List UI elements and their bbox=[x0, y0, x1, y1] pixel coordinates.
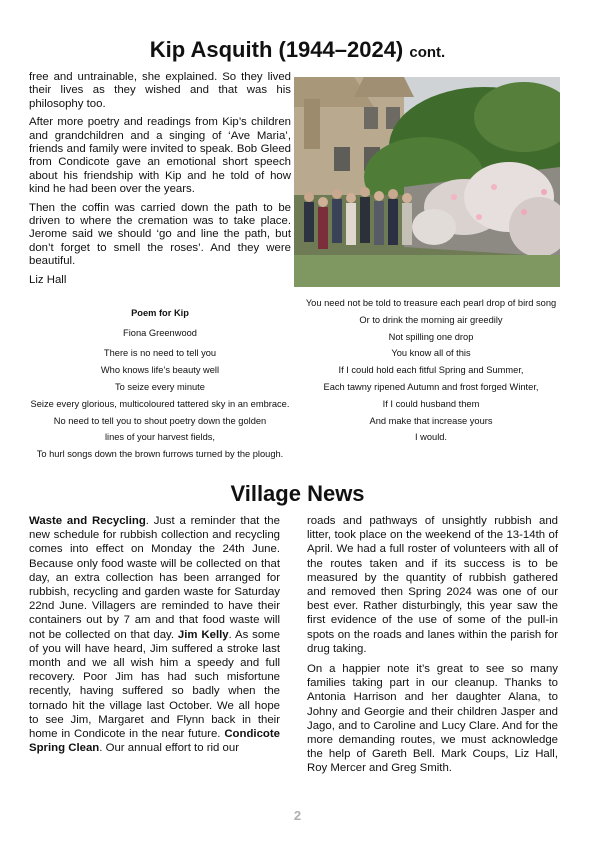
section-title: Village News bbox=[230, 481, 365, 506]
news-left-column bbox=[29, 514, 280, 761]
poem-line: Seize every glorious, multicoloured tattered sky in an embrace. bbox=[30, 398, 290, 409]
article-author: Liz Hall bbox=[29, 273, 67, 286]
poem-line: Not spilling one drop bbox=[388, 331, 474, 342]
article-paragraph: Then the coffin was carried down the path to be driven to where the cremation was to take place. Jerome said we should ‘go and line the path, but don’t forget to smell the roses’. And they were beautiful. bbox=[29, 201, 291, 268]
poem-right-column bbox=[300, 297, 562, 448]
news-text: . As some of you will have heard, Jim suffered a stroke last month and we all wish him a speedy and full recovery. Poor Jim has had such misfortune recently, having suffered so badly when the tornado hit the village last October. We all hope to see Jim, Margaret and Flynn back in their home in Condicote in the near future. bbox=[29, 628, 280, 741]
page-title-suffix: cont. bbox=[409, 44, 446, 61]
poem-line: To seize every minute bbox=[115, 382, 205, 392]
poem-line: lines of your harvest fields, bbox=[104, 432, 216, 443]
poem-line: You know all of this bbox=[391, 348, 471, 359]
poem-line: If I could hold each fitful Spring and Summer, bbox=[338, 365, 524, 376]
poem-line: If I could husband them bbox=[382, 398, 480, 409]
news-paragraph bbox=[29, 514, 280, 755]
poem-author: Fiona Greenwood bbox=[123, 328, 197, 339]
poem-line: You need not be told to treasure each pearl drop of bird song bbox=[305, 298, 557, 308]
poem-line: No need to tell you to shout poetry down the golden bbox=[53, 415, 267, 426]
poem-line: To hurl songs down the brown furrows turned by the plough. bbox=[36, 449, 284, 460]
poem-line: Who knows life’s beauty well bbox=[100, 365, 220, 376]
page-title-text: Kip Asquith (1944–2024) bbox=[149, 37, 404, 62]
poem-line: Each tawny ripened Autumn and frost forged Winter, bbox=[323, 381, 539, 392]
poem-title: Poem for Kip bbox=[131, 308, 189, 318]
article-column bbox=[29, 71, 291, 292]
news-paragraph: roads and pathways of unsightly rubbish and litter, took place on the weekend of the 13-14th of April. We had a full roster of volunteers with all of the routes taken and if its success is to be measured by the quantity of rubbish gathered and removed then Spring 2024 was one of our best ever. Rather disturbingly, this year saw the first evidence of the use of some of the pull-in spots on the roads and lanes within the parish for drug taking. bbox=[307, 515, 558, 655]
news-text: . Just a reminder that the new schedule for rubbish collection and recycling comes into effect on Monday the 24th June. Because only food waste will be collected on that day, an extra collection has been arranged for rubbish, recycling and garden waste for Saturday 22nd June. Villagers are reminded to have their containers out by 7 am and that food waste will not be collected on that day. bbox=[29, 515, 280, 641]
article-paragraph: free and untrainable, she explained. So they lived their lives as they wished and that was his philosophy too. bbox=[29, 71, 291, 110]
news-paragraph: On a happier note it’s great to see so many families taking part in our cleanup. Thanks to Antonia Harrison and her daughter Alana, to Johny and Georgie and their children Jasper and Jago, and to Caroline and Lucy Clare. And for the more demanding routes, we must acknowledge the help of Gareth Bell. Mark Coups, Liz Hall, Roy Mercer and Greg Smith. bbox=[307, 663, 558, 775]
funeral-garden-photo bbox=[294, 77, 560, 287]
poem-left-column bbox=[29, 307, 291, 465]
news-right-column bbox=[307, 514, 558, 782]
page-title bbox=[0, 36, 595, 67]
poem-line: There is no need to tell you bbox=[103, 348, 217, 359]
news-heading-waste: Waste and Recycling bbox=[29, 515, 146, 527]
poem-line: I would. bbox=[414, 432, 448, 443]
article-paragraph: After more poetry and readings from Kip’s children and grandchildren and a singing of ‘Ave Maria’, friends and family were invited to speak. Bob Gleed from Condicote gave an emotional short speech about his friendship with Kip and he told of how kind he had been over the years. bbox=[29, 116, 291, 196]
news-heading-spring-clean: Condicote Spring Clean bbox=[29, 728, 280, 755]
poem-line: And make that increase yours bbox=[369, 415, 493, 426]
news-text: . Our annual effort to rid our bbox=[99, 742, 239, 755]
page-number: 2 bbox=[293, 808, 302, 823]
poem-line: Or to drink the morning air greedily bbox=[359, 314, 503, 325]
news-heading-jim-kelly: Jim Kelly bbox=[177, 628, 229, 641]
